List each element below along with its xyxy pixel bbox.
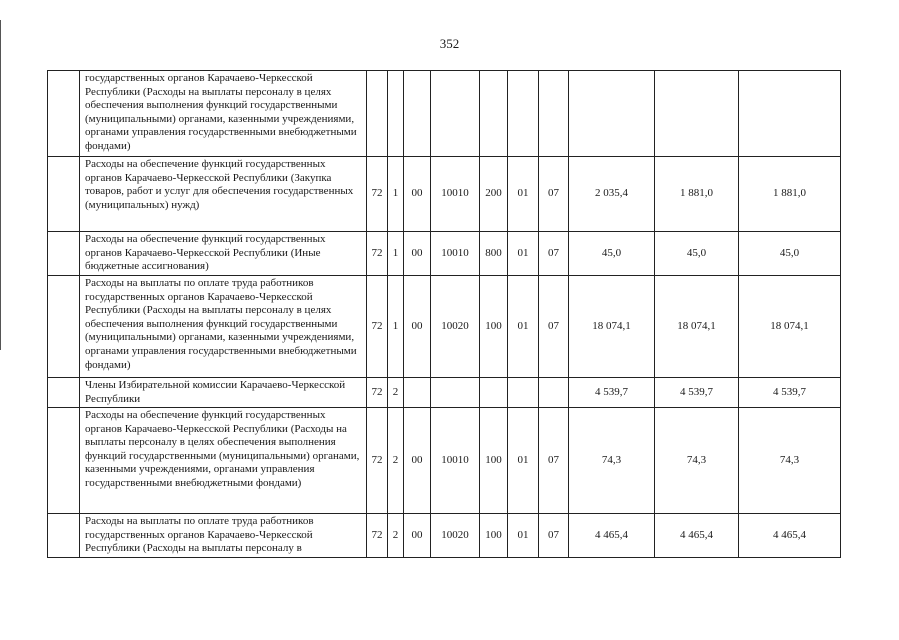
amount-year-3: 4 465,4: [739, 514, 841, 558]
row-description: Расходы на выплаты по оплате труда работников государственных органов Карачаево-Черкесской Республики (Расходы на выплаты персоналу в: [80, 514, 367, 558]
expense-type-code: [480, 71, 508, 157]
subsection-code: 00: [404, 232, 431, 276]
page-edge-line: [0, 20, 1, 350]
row-description: Расходы на выплаты по оплате труда работников государственных органов Карачаево-Черкесской Республики (Расходы на выплаты персоналу в целях обеспечения выполнения функций государственными (муниципальными) органами, казенными учреждениями, органами управления государственными внебюджетными фондами): [80, 276, 367, 378]
row-number-cell: [48, 408, 80, 514]
amount-year-2: 1 881,0: [655, 157, 739, 232]
ministry-code: 72: [367, 378, 388, 408]
ministry-code: 72: [367, 514, 388, 558]
division-code: 01: [508, 276, 539, 378]
section-code: [388, 71, 404, 157]
amount-year-3: 45,0: [739, 232, 841, 276]
amount-year-2: 18 074,1: [655, 276, 739, 378]
amount-year-2: 74,3: [655, 408, 739, 514]
target-code: 10020: [431, 276, 480, 378]
amount-year-3: 1 881,0: [739, 157, 841, 232]
expense-type-code: 800: [480, 232, 508, 276]
expense-type-code: 100: [480, 514, 508, 558]
subsection-code: 00: [404, 514, 431, 558]
expense-type-code: 200: [480, 157, 508, 232]
target-code: 10010: [431, 232, 480, 276]
table-row: [48, 157, 841, 232]
row-number-cell: [48, 232, 80, 276]
ministry-code: 72: [367, 276, 388, 378]
section-code: 2: [388, 378, 404, 408]
budget-table-body: [48, 71, 841, 558]
section-code: 2: [388, 514, 404, 558]
ministry-code: [367, 71, 388, 157]
amount-year-3: 18 074,1: [739, 276, 841, 378]
table-row: [48, 378, 841, 408]
row-description: Расходы на обеспечение функций государственных органов Карачаево-Черкесской Республики (Иные бюджетные ассигнования): [80, 232, 367, 276]
page-number: 352: [439, 36, 460, 51]
section-code: 2: [388, 408, 404, 514]
amount-year-1: 74,3: [569, 408, 655, 514]
amount-year-1: 18 074,1: [569, 276, 655, 378]
section-code: 1: [388, 157, 404, 232]
row-number-cell: [48, 276, 80, 378]
ministry-code: 72: [367, 408, 388, 514]
subsection-code: 00: [404, 408, 431, 514]
target-code: 10020: [431, 514, 480, 558]
target-code: 10010: [431, 408, 480, 514]
subdivision-code: [539, 378, 569, 408]
division-code: [508, 71, 539, 157]
subdivision-code: [539, 71, 569, 157]
table-row: [48, 276, 841, 378]
division-code: 01: [508, 408, 539, 514]
target-code: [431, 71, 480, 157]
section-code: 1: [388, 232, 404, 276]
amount-year-1: 4 465,4: [569, 514, 655, 558]
table-row: [48, 71, 841, 157]
amount-year-3: [739, 71, 841, 157]
amount-year-3: 74,3: [739, 408, 841, 514]
row-number-cell: [48, 71, 80, 157]
row-description: Расходы на обеспечение функций государственных органов Карачаево-Черкесской Республики (Расходы на выплаты персоналу в целях обеспечения выполнения функций государственными (муниципальными) органами, казенными учреждениями, органами управления государственными внебюджетными фондами): [80, 408, 367, 514]
subsection-code: [404, 71, 431, 157]
budget-table: [47, 70, 841, 558]
division-code: [508, 378, 539, 408]
division-code: 01: [508, 157, 539, 232]
target-code: 10010: [431, 157, 480, 232]
expense-type-code: [480, 378, 508, 408]
row-description: Расходы на обеспечение функций государственных органов Карачаево-Черкесской Республики (Закупка товаров, работ и услуг для обеспечения государственных (муниципальных) нужд): [80, 157, 367, 232]
subdivision-code: 07: [539, 514, 569, 558]
row-number-cell: [48, 514, 80, 558]
subsection-code: [404, 378, 431, 408]
amount-year-1: [569, 71, 655, 157]
division-code: 01: [508, 514, 539, 558]
table-row: [48, 514, 841, 558]
subdivision-code: 07: [539, 408, 569, 514]
amount-year-1: 2 035,4: [569, 157, 655, 232]
row-number-cell: [48, 157, 80, 232]
table-row: [48, 408, 841, 514]
amount-year-2: 4 465,4: [655, 514, 739, 558]
ministry-code: 72: [367, 232, 388, 276]
subdivision-code: 07: [539, 232, 569, 276]
row-number-cell: [48, 378, 80, 408]
amount-year-1: 45,0: [569, 232, 655, 276]
amount-year-2: 45,0: [655, 232, 739, 276]
amount-year-1: 4 539,7: [569, 378, 655, 408]
row-description: Члены Избирательной комиссии Карачаево-Черкесской Республики: [80, 378, 367, 408]
ministry-code: 72: [367, 157, 388, 232]
division-code: 01: [508, 232, 539, 276]
expense-type-code: 100: [480, 276, 508, 378]
expense-type-code: 100: [480, 408, 508, 514]
amount-year-2: 4 539,7: [655, 378, 739, 408]
subsection-code: 00: [404, 276, 431, 378]
subsection-code: 00: [404, 157, 431, 232]
section-code: 1: [388, 276, 404, 378]
target-code: [431, 378, 480, 408]
subdivision-code: 07: [539, 276, 569, 378]
amount-year-2: [655, 71, 739, 157]
table-row: [48, 232, 841, 276]
amount-year-3: 4 539,7: [739, 378, 841, 408]
subdivision-code: 07: [539, 157, 569, 232]
row-description: государственных органов Карачаево-Черкесской Республики (Расходы на выплаты персоналу в целях обеспечения выполнения функций государственными (муниципальными) органами, казенными учреждениями, органами управления государственными внебюджетными фондами): [80, 71, 367, 157]
